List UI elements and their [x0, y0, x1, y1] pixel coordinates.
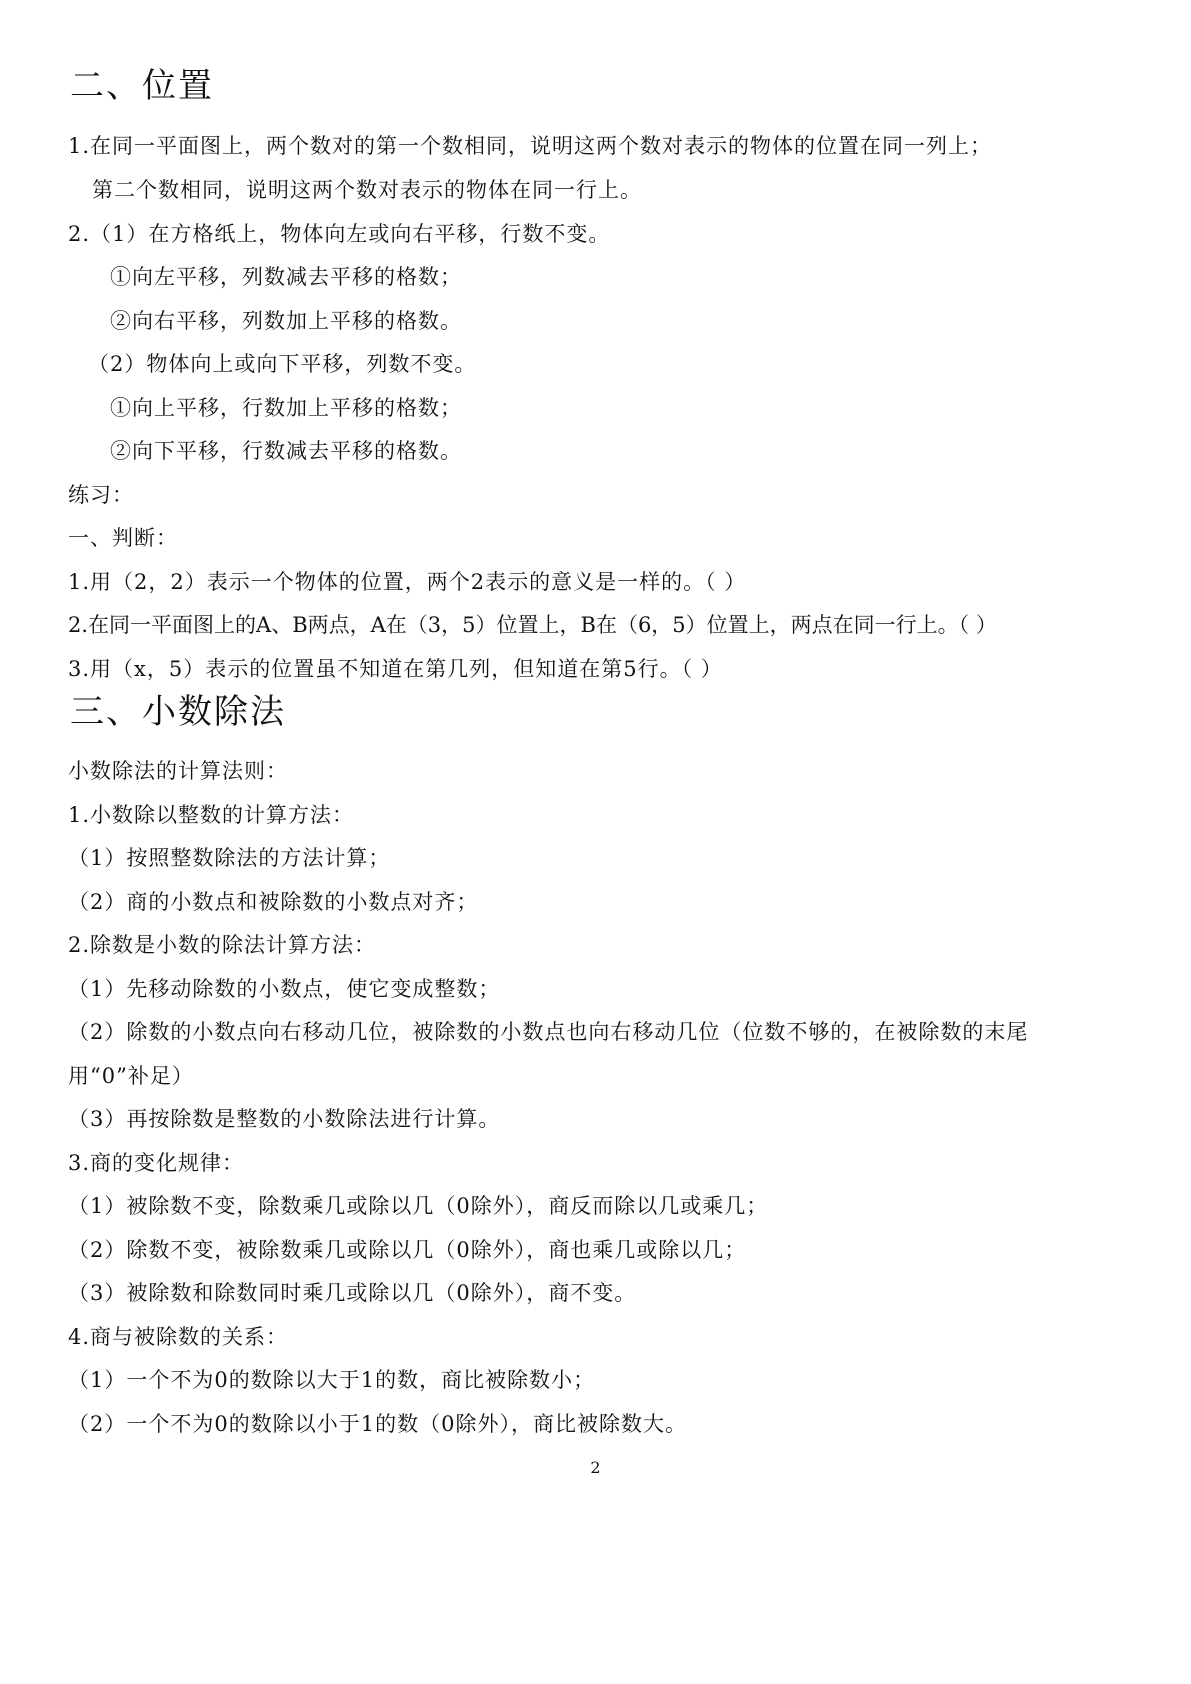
judge-label: 一、判断：	[68, 526, 178, 550]
division-line-16: （2）一个不为0的数除以小于1的数（0除外），商比被除数大。	[68, 1412, 687, 1436]
judge-question-3: 3.用（x，5）表示的位置虽不知道在第几列，但知道在第5行。（ ）	[68, 657, 723, 681]
judge-question-2: 2.在同一平面图上的A、B两点，A在（3，5）位置上，B在（6，5）位置上，两点在同一行上。（ ）	[68, 613, 997, 637]
division-line-6: （1）先移动除数的小数点，使它变成整数；	[68, 977, 501, 1001]
division-line-11: （1）被除数不变，除数乘几或除以几（0除外），商反而除以几或乘几；	[68, 1194, 769, 1218]
rule-line-6: （2）物体向上或向下平移，列数不变。	[88, 352, 477, 376]
division-line-14: 4.商与被除数的关系：	[68, 1325, 289, 1349]
division-line-10: 3.商的变化规律：	[68, 1151, 245, 1175]
rule-line-5: ②向右平移，列数加上平移的格数。	[110, 309, 462, 333]
rule-line-4: ①向左平移，列数减去平移的格数；	[110, 265, 462, 289]
rule-line-1: 1.在同一平面图上，两个数对的第一个数相同，说明这两个数对表示的物体的位置在同一列上；	[68, 134, 993, 158]
division-line-15: （1）一个不为0的数除以大于1的数，商比被除数小；	[68, 1368, 596, 1392]
section-heading-decimal-division: 三、小数除法	[70, 692, 286, 732]
page-number: 2	[590, 1458, 601, 1477]
division-line-9: （3）再按除数是整数的小数除法进行计算。	[68, 1107, 501, 1131]
rule-line-3: 2.（1）在方格纸上，物体向左或向右平移，行数不变。	[68, 222, 611, 246]
rule-line-7: ①向上平移，行数加上平移的格数；	[110, 396, 462, 420]
practice-label: 练习：	[68, 483, 134, 507]
division-line-13: （3）被除数和除数同时乘几或除以几（0除外），商不变。	[68, 1281, 637, 1305]
division-line-7: （2）除数的小数点向右移动几位，被除数的小数点也向右移动几位（位数不够的，在被除数的末尾	[68, 1020, 1029, 1044]
division-line-12: （2）除数不变，被除数乘几或除以几（0除外），商也乘几或除以几；	[68, 1238, 747, 1262]
division-line-2: 1.小数除以整数的计算方法：	[68, 803, 355, 827]
division-line-5: 2.除数是小数的除法计算方法：	[68, 933, 377, 957]
division-line-3: （1）按照整数除法的方法计算；	[68, 846, 391, 870]
section-heading-position: 二、位置	[70, 66, 214, 106]
judge-question-1: 1.用（2，2）表示一个物体的位置，两个2表示的意义是一样的。（ ）	[68, 570, 747, 594]
rule-line-8: ②向下平移，行数减去平移的格数。	[110, 439, 462, 463]
division-line-1: 小数除法的计算法则：	[68, 759, 288, 783]
division-line-8: 用“0”补足）	[68, 1064, 194, 1088]
rule-line-2: 第二个数相同，说明这两个数对表示的物体在同一行上。	[92, 178, 642, 202]
division-line-4: （2）商的小数点和被除数的小数点对齐；	[68, 890, 479, 914]
